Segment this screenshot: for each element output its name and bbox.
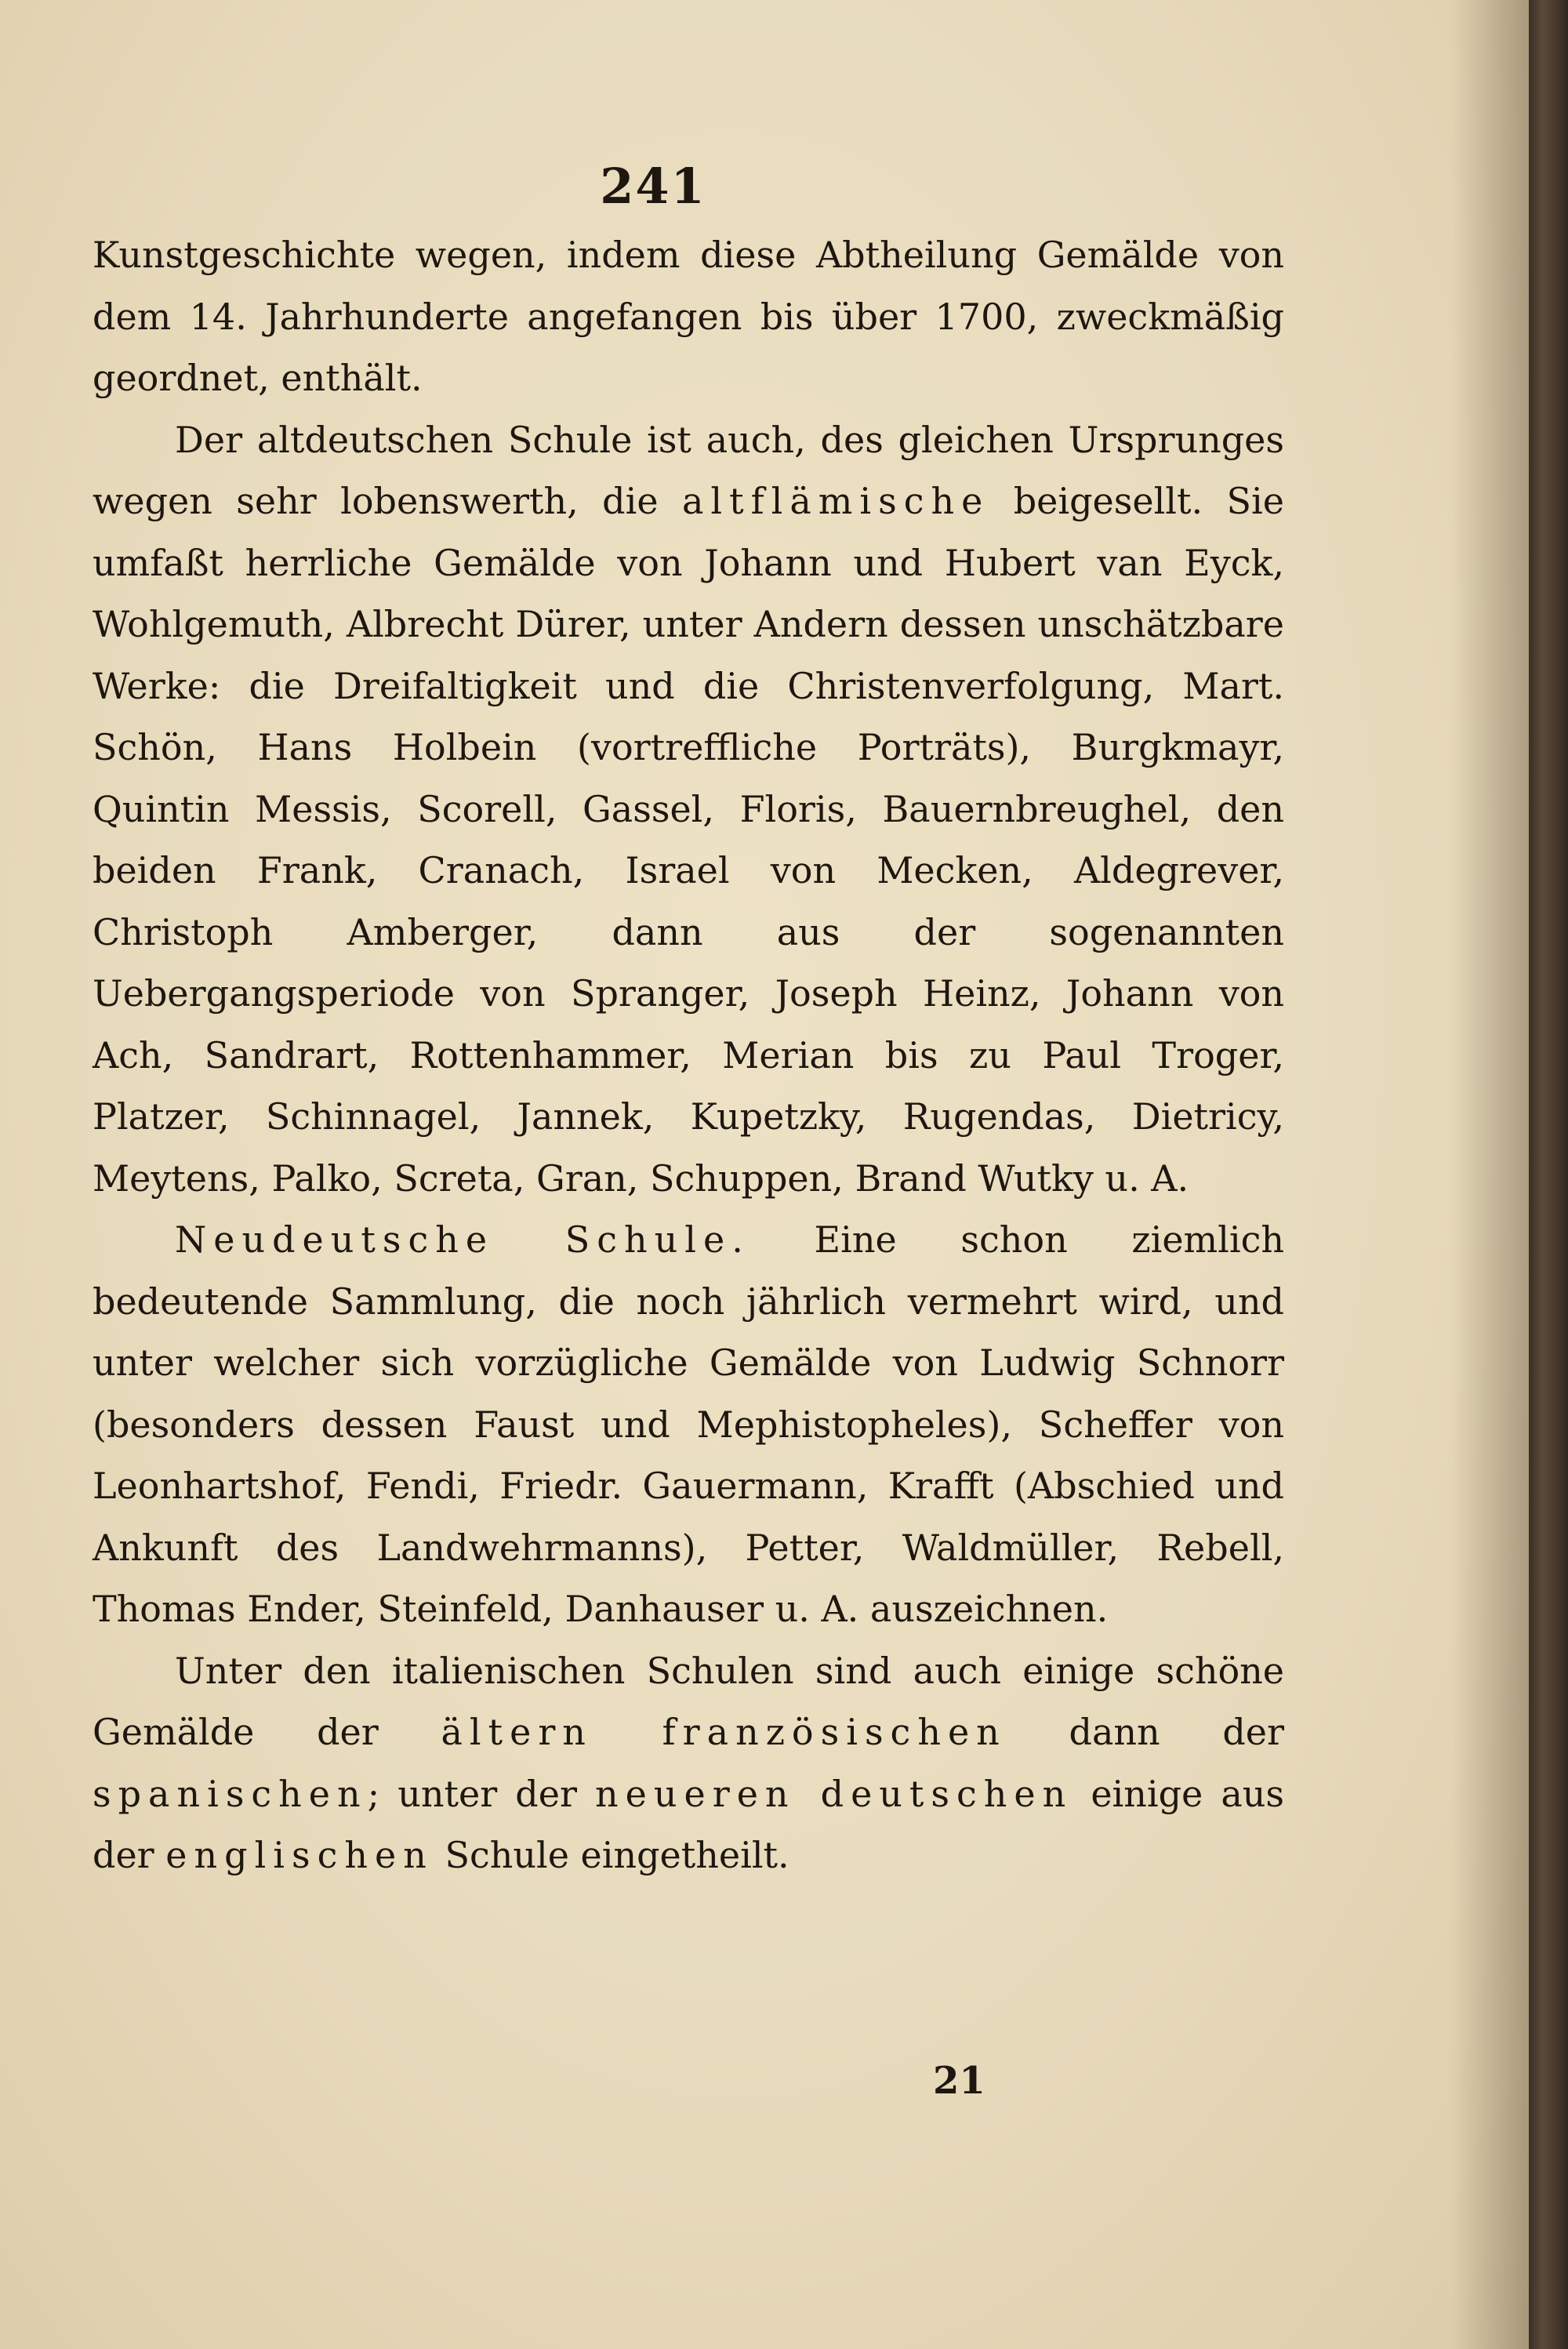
spaced-emphasis: spanischen [93, 1772, 368, 1815]
paragraph [93, 409, 1284, 1210]
page-curve-shadow [1450, 0, 1529, 2349]
spaced-emphasis: englischen [165, 1834, 434, 1876]
text-block [93, 149, 1284, 1886]
text-run: Unter den italienischen Schulen sind auch einige schöne Gemälde der [93, 1649, 1284, 1753]
text-run: Schule eingetheilt. [433, 1834, 789, 1876]
section-heading-spaced: Neudeutsche Schule. [175, 1218, 750, 1261]
text-run: dann der [1006, 1711, 1284, 1753]
paragraph [93, 224, 1284, 409]
text-run: Kunstgeschichte wegen, indem diese Abtheilung Gemälde von dem 14. Jahrhunderte angefangen bis über 1700, zweckmäßig geordnet, enthält. [93, 234, 1284, 399]
text-run: Der altdeutschen Schule ist auch, des gleichen Ursprunges wegen sehr lobenswerth, die [93, 418, 1284, 522]
spaced-emphasis: altflämische [681, 480, 990, 522]
signature-mark: 21 [933, 2059, 985, 2103]
paragraph [93, 1209, 1284, 1640]
body-text [93, 224, 1284, 1886]
page-number: 241 [600, 158, 706, 215]
text-run: einige aus der [93, 1772, 1284, 1876]
paragraph [93, 1640, 1284, 1886]
text-run: beigesellt. Sie umfaßt herrliche Gemälde von Johann und Hubert van Eyck, Wohlgemuth, Albrecht Dürer, unter Andern dessen unschätzbare Werke: die Dreifaltigkeit und die Christenverfolgung, Mart. Schön, Hans Holbein (vortreffliche Porträts), Burgkmayr, Quintin Messis, Scorell, Gassel, Floris, Bauernbreughel, den beiden Frank, Cranach, Israel von Mecken, Aldegrever, Christoph Amberger, dann aus der sogenannten Uebergangsperiode von Spranger, Joseph Heinz, Johann von Ach, Sandrart, Rottenhammer, Merian bis zu Paul Troger, Platzer, Schinnagel, Jannek, Kupetzky, Rugendas, Dietricy, Meytens, Palko, Screta, Gran, Schuppen, Brand Wutky u. A. [93, 480, 1284, 1200]
book-binding-edge [1529, 0, 1568, 2349]
spaced-emphasis: neueren deutschen [595, 1772, 1073, 1815]
text-run: ; unter der [367, 1772, 596, 1815]
spaced-emphasis: ältern französischen [441, 1711, 1007, 1753]
text-run: Eine schon ziemlich bedeutende Sammlung, die noch jährlich vermehrt wird, und unter welcher sich vorzügliche Gemälde von Ludwig Schnorr (besonders dessen Faust und Mephistopheles), Scheffer von Leonhartshof, Fendi, Friedr. Gauermann, Krafft (Abschied und Ankunft des Landwehrmanns), Petter, Waldmüller, Rebell, Thomas Ender, Steinfeld, Danhauser u. A. auszeichnen. [93, 1218, 1284, 1630]
